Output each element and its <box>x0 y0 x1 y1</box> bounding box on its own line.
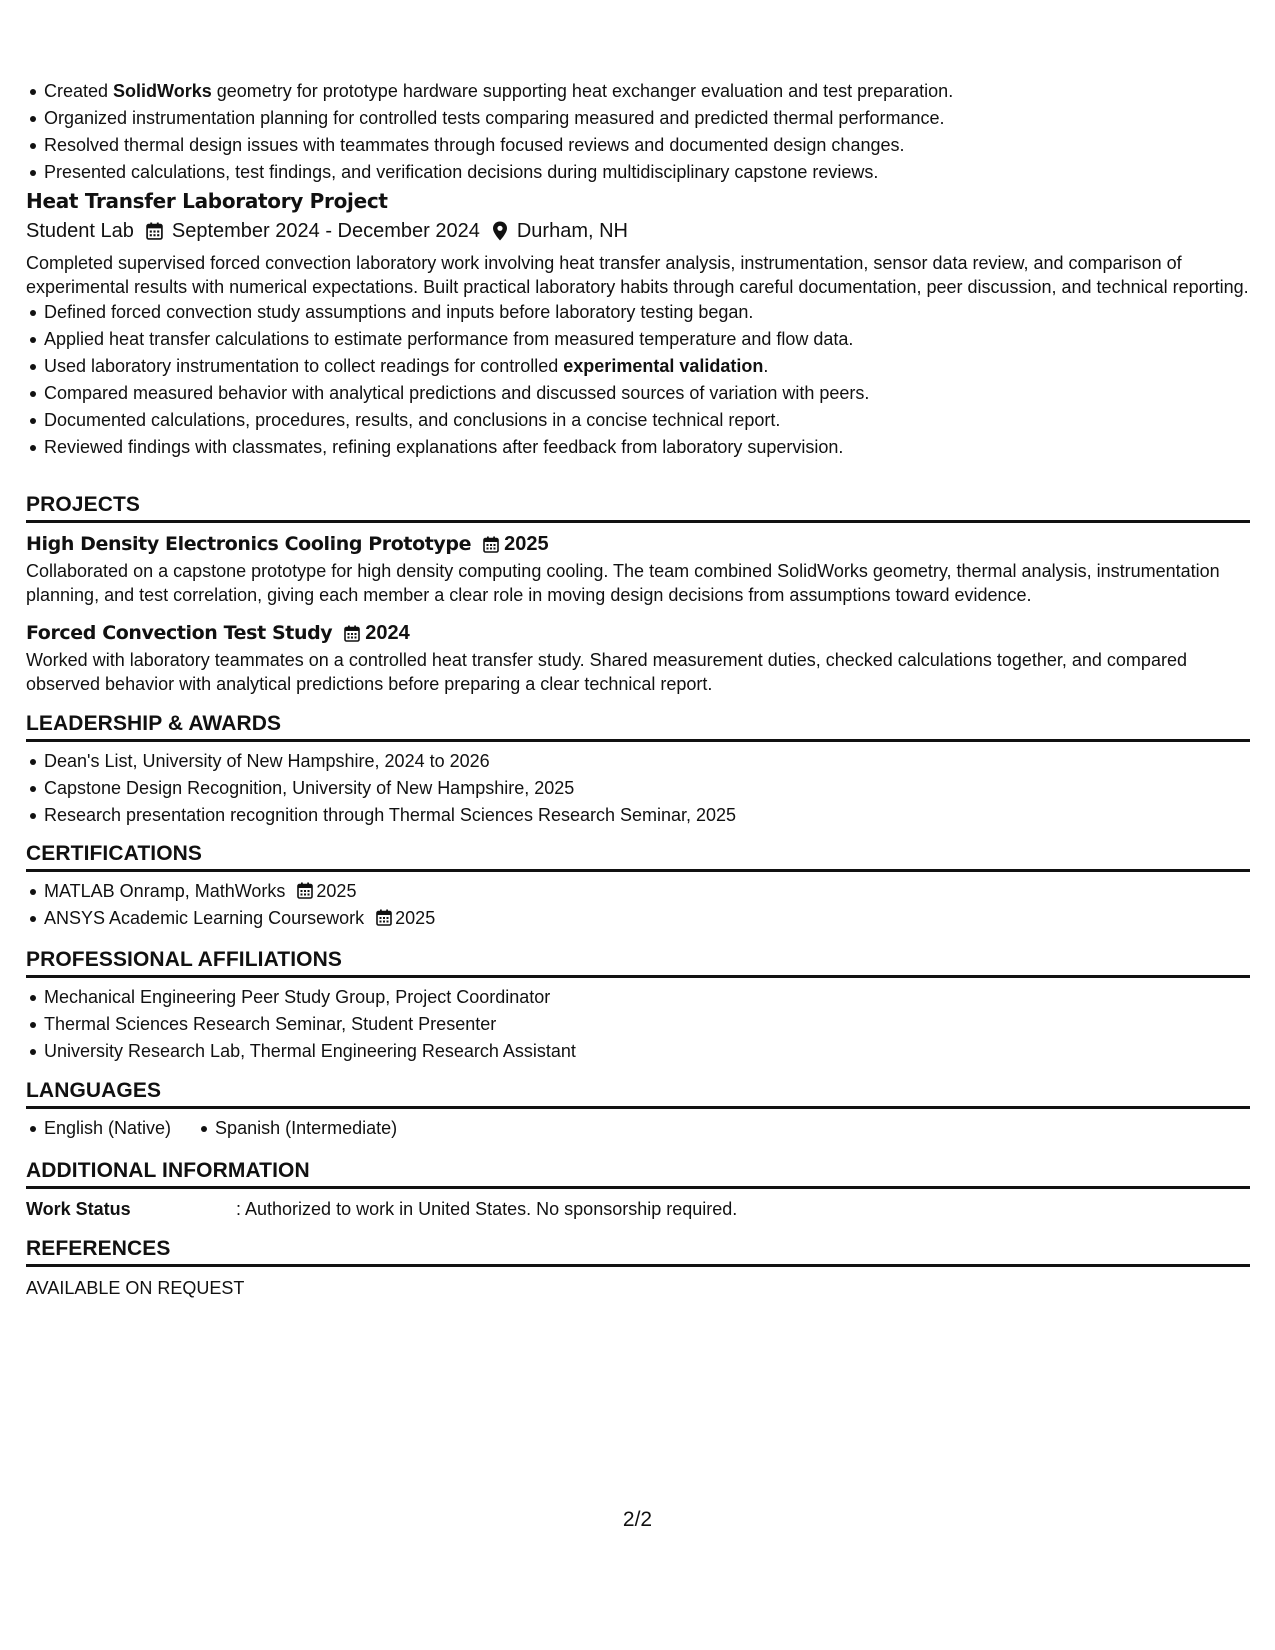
list-item: Created SolidWorks geometry for prototype hardware supporting heat exchanger evaluation and test preparation. <box>26 78 1250 105</box>
calendar-icon <box>344 625 360 642</box>
list-item: Organized instrumentation planning for controlled tests comparing measured and predicted thermal performance. <box>26 105 1250 132</box>
list-item: Dean's List, University of New Hampshire, 2024 to 2026 <box>26 748 1250 775</box>
languages-list <box>26 1115 1250 1142</box>
list-item: University Research Lab, Thermal Engineering Research Assistant <box>26 1038 1250 1065</box>
list-item: Applied heat transfer calculations to estimate performance from measured temperature and flow data. <box>26 326 1250 353</box>
resume-page <box>26 0 1250 1650</box>
list-item: Documented calculations, procedures, results, and conclusions in a concise technical report. <box>26 407 1250 434</box>
section-heading: CERTIFICATIONS <box>26 842 1250 872</box>
list-item: ANSYS Academic Learning Coursework 2025 <box>26 905 1250 932</box>
section-heading: PROFESSIONAL AFFILIATIONS <box>26 948 1250 978</box>
project-description: Worked with laboratory teammates on a controlled heat transfer study. Shared measurement duties, checked calculations together, and compared observed behavior with analytical predictions before preparing a clear technical report. <box>26 650 1187 694</box>
info-value: : Authorized to work in United States. No sponsorship required. <box>236 1199 738 1219</box>
list-item: MATLAB Onramp, MathWorks 2025 <box>26 878 1250 905</box>
list-item: Defined forced convection study assumptions and inputs before laboratory testing began. <box>26 299 1250 326</box>
languages-section <box>26 1079 1250 1142</box>
list-item: Reviewed findings with classmates, refining explanations after feedback from laboratory supervision. <box>26 434 1250 461</box>
entry-dates: September 2024 - December 2024 <box>171 220 480 242</box>
section-heading: REFERENCES <box>26 1237 1250 1267</box>
list-item: Compared measured behavior with analytical predictions and discussed sources of variation with peers. <box>26 380 1250 407</box>
entry-meta <box>26 217 1250 245</box>
project-year: 2024 <box>365 622 410 644</box>
affiliations-section <box>26 948 1250 1065</box>
references-section <box>26 1237 1250 1300</box>
affiliations-list <box>26 984 1250 1065</box>
calendar-icon <box>483 536 499 553</box>
work-status-row <box>26 1196 1250 1222</box>
section-heading: LEADERSHIP & AWARDS <box>26 712 1250 742</box>
project-description: Collaborated on a capstone prototype for high density computing cooling. The team combined SolidWorks geometry, thermal analysis, instrumentation planning, and test correlation, giving each member a clear role in moving design decisions from assumptions toward evidence. <box>26 561 1220 605</box>
previous-entry-bullets <box>26 78 1250 186</box>
project-year: 2025 <box>504 533 549 555</box>
list-item: Mechanical Engineering Peer Study Group, Project Coordinator <box>26 984 1250 1011</box>
entry-organization: Student Lab <box>26 220 134 242</box>
list-item: English (Native) <box>26 1115 171 1142</box>
calendar-icon <box>376 909 392 926</box>
entry-bullets <box>26 299 1250 461</box>
awards-list <box>26 748 1250 829</box>
list-item: Resolved thermal design issues with teammates through focused reviews and documented design changes. <box>26 132 1250 159</box>
awards-section <box>26 712 1250 829</box>
calendar-icon <box>297 882 313 899</box>
list-item: Capstone Design Recognition, University of New Hampshire, 2025 <box>26 775 1250 802</box>
page-number: 2/2 <box>622 1508 653 1531</box>
additional-info-section <box>26 1159 1250 1222</box>
list-item: Presented calculations, test findings, and verification decisions during multidisciplinary capstone reviews. <box>26 159 1250 186</box>
list-item: Spanish (Intermediate) <box>197 1115 397 1142</box>
section-heading: LANGUAGES <box>26 1079 1250 1109</box>
list-item: Thermal Sciences Research Seminar, Student Presenter <box>26 1011 1250 1038</box>
calendar-icon <box>146 222 163 240</box>
list-item: Research presentation recognition through Thermal Sciences Research Seminar, 2025 <box>26 802 1250 829</box>
projects-section <box>26 493 1250 696</box>
section-heading: ADDITIONAL INFORMATION <box>26 1159 1250 1189</box>
map-pin-icon <box>492 221 508 241</box>
entry-location: Durham, NH <box>516 220 628 242</box>
info-key: Work Status <box>26 1199 131 1219</box>
project-title: High Density Electronics Cooling Prototype 2025 <box>26 533 549 555</box>
entry-title: Heat Transfer Laboratory Project <box>26 189 388 213</box>
references-text: AVAILABLE ON REQUEST <box>26 1278 245 1298</box>
project-title: Forced Convection Test Study 2024 <box>26 622 410 644</box>
certifications-section <box>26 842 1250 932</box>
section-heading: PROJECTS <box>26 493 1250 523</box>
certifications-list <box>26 878 1250 932</box>
list-item: Used laboratory instrumentation to collect readings for controlled experimental validation. <box>26 353 1250 380</box>
lab-entry <box>26 189 1250 461</box>
entry-summary: Completed supervised forced convection laboratory work involving heat transfer analysis, instrumentation, sensor data review, and comparison of experimental results with numerical expectations. Built practical laboratory habits through careful documentation, peer discussion, and technical reporting. <box>26 253 1249 297</box>
